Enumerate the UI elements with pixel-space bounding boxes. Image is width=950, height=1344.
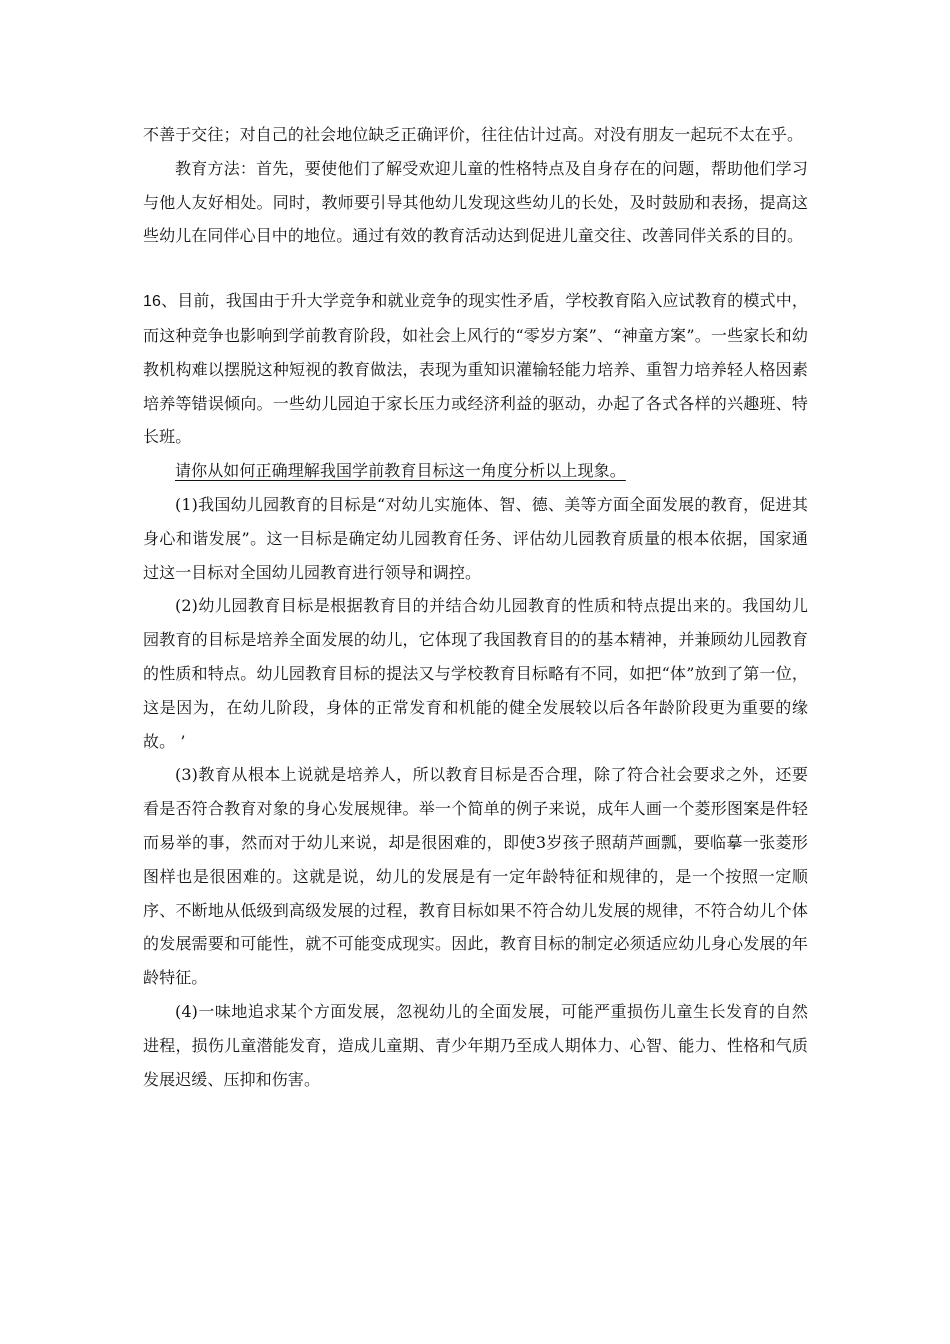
question-prompt — [143, 454, 808, 488]
answer-point-2: (2)幼儿园教育目标是根据教育目的并结合幼儿园教育的性质和特点提出来的。我国幼儿园教育的目标是培养全面发展的幼儿，它体现了我国教育目的的基本精神，并兼顾幼儿园教育的性质和特点。幼儿园教育目标的提法又与学校教育目标略有不同，如把“体”放到了第一位，这是因为，在幼儿阶段，身体的正常发育和机能的健全发展较以后各年龄阶段更为重要的缘故。 ’ — [143, 596, 808, 751]
question-text: 、目前，我国由于升大学竞争和就业竞争的现实性矛盾，学校教育陷入应试教育的模式中，而这种竞争也影响到学前教育阶段，如社会上风行的“零岁方案”、“神童方案”。一些家长和幼教机构难以摆脱这种短视的教育做法，表现为重知识灌输轻能力培养、重智力培养轻人格因素培养等错误倾向。一些幼儿园迫于家长压力或经济利益的驱动，办起了各式各样的兴趣班、特长班。 — [143, 291, 808, 447]
answer-point-1: (1)我国幼儿园教育的目标是“对幼儿实施体、智、德、美等方面全面发展的教育，促进其身心和谐发展”。这一目标是确定幼儿园教育任务、评估幼儿园教育质量的根本依据，国家通过这一目标对全国幼儿园教育进行领导和调控。 — [143, 494, 808, 582]
question-number: 16 — [143, 293, 161, 311]
answer-point-4: (4)一味地追求某个方面发展，忽视幼儿的全面发展，可能严重损伤儿童生长发育的自然进程，损伤儿童潜能发育，造成儿童期、青少年期乃至成人期体力、心智、能力、性格和气质发展迟缓、压抑和伤害。 — [143, 1001, 808, 1089]
paragraph-education-method: 教育方法：首先，要使他们了解受欢迎儿童的性格特点及自身存在的问题，帮助他们学习与他人友好相处。同时，教师要引导其他幼儿发现这些幼儿的长处，及时鼓励和表扬，提高这些幼儿在同伴心目中的地位。通过有效的教育活动达到促进儿童交往、改善同伴关系的目的。 — [143, 158, 808, 246]
question-prompt-text: 请你从如何正确理解我国学前教育目标这一角度分析以上现象。 — [175, 461, 626, 481]
answer-point-3: (3)教育从根本上说就是培养人，所以教育目标是否合理，除了符合社会要求之外，还要看是否符合教育对象的身心发展规律。举一个简单的例子来说，成年人画一个菱形图案是件轻而易举的事，然而对于幼儿来说，却是很困难的，即使3岁孩子照葫芦画瓢，要临摹一张菱形图样也是很困难的。这就是说，幼儿的发展是有一定年龄特征和规律的，是一个按照一定顺序、不断地从低级到高级发展的过程，教育目标如果不符合幼儿发展的规律，不符合幼儿个体的发展需要和可能性，就不可能变成现实。因此，教育目标的制定必须适应幼儿身心发展的年龄特征。 — [143, 765, 808, 988]
document-page — [143, 118, 808, 1096]
paragraph-continuation: 不善于交往；对自己的社会地位缺乏正确评价，往往估计过高。对没有朋友一起玩不太在乎。 — [143, 125, 804, 144]
question-16 — [143, 284, 808, 454]
